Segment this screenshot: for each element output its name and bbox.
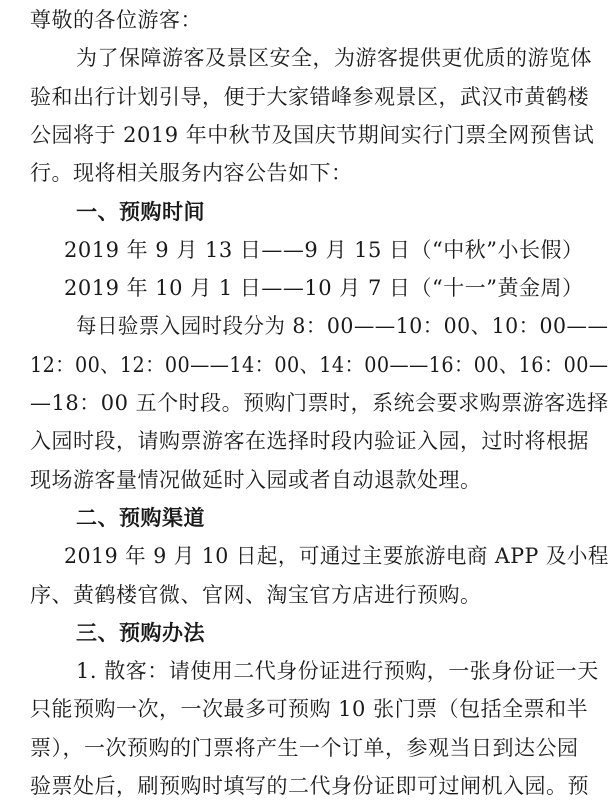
intro-line: 行。现将相关服务内容公告如下： xyxy=(30,161,353,185)
section-heading-purchase-time: 一、预购时间 xyxy=(76,200,205,224)
section-line: 2019 年 10 月 1 日——10 月 7 日（“十一”黄金周） xyxy=(64,276,584,300)
section-line: 1. 散客：请使用二代身份证进行预购，一张身份证一天 xyxy=(76,659,599,683)
section-line: 只能预购一次，一次最多可预购 10 张门票（包括全票和半 xyxy=(30,697,589,721)
section-line: 序、黄鹤楼官微、官网、淘宝官方店进行预购。 xyxy=(30,583,482,607)
section-heading-purchase-method: 三、预购办法 xyxy=(76,621,205,645)
section-line: —18：00 五个时段。预购门票时，系统会要求购票游客选择 xyxy=(30,391,609,415)
greeting: 尊敬的各位游客： xyxy=(30,8,202,32)
section-line: 票），一次预购的门票将产生一个订单，参观当日到达公园 xyxy=(30,736,579,760)
section-line: 12：00、12：00——14：00、14：00——16：00、16：00— xyxy=(30,353,609,377)
intro-line: 为了保障游客及景区安全，为游客提供更优质的游览体 xyxy=(76,46,592,70)
section-line: 现场游客量情况做延时入园或者自动退款处理。 xyxy=(30,468,482,492)
intro-line: 公园将于 2019 年中秋节及国庆节期间实行门票全网预售试 xyxy=(30,123,595,147)
section-line: 验票处后，刷预购时填写的二代身份证即可过闸机入园。预 xyxy=(30,774,589,798)
section-line: 2019 年 9 月 13 日——9 月 15 日（“中秋”小长假） xyxy=(64,238,584,262)
section-line: 2019 年 9 月 10 日起，可通过主要旅游电商 APP 及小程 xyxy=(64,544,609,568)
section-line: 入园时段，请购票游客在选择时段内验证入园，过时将根据 xyxy=(30,429,589,453)
section-heading-purchase-channels: 二、预购渠道 xyxy=(76,506,205,530)
section-line: 每日验票入园时段分为 8：00——10：00、10：00—— xyxy=(76,314,609,338)
intro-line: 验和出行计划引导，便于大家错峰参观景区，武汉市黄鹤楼 xyxy=(30,85,589,109)
